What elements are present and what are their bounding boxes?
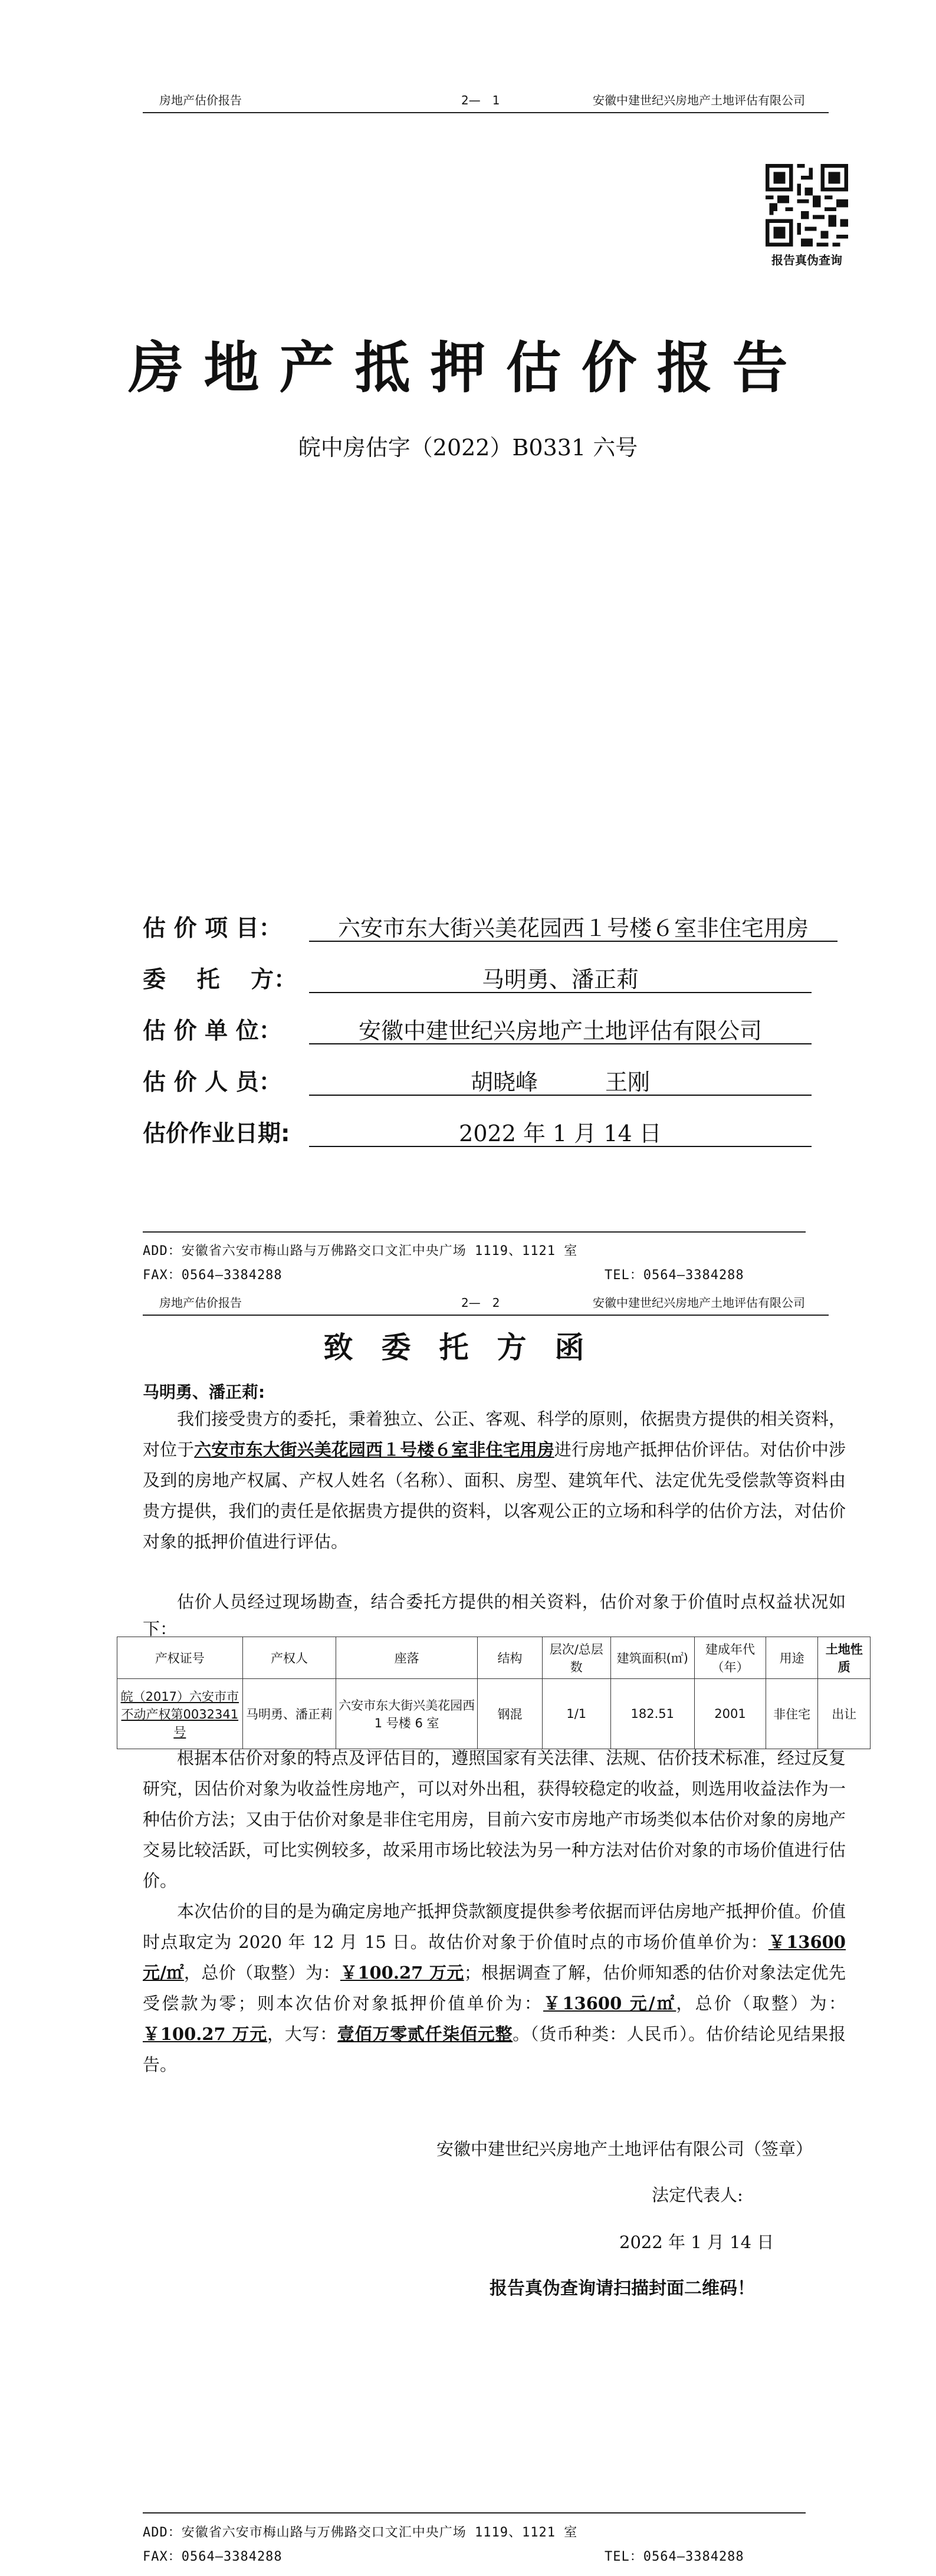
cell-area: 182.51: [610, 1679, 694, 1749]
cell-use: 非住宅: [766, 1679, 818, 1749]
cell-cert: 皖（2017）六安市市不动产权第0032341 号: [117, 1679, 243, 1749]
header-left: 房地产估价报告: [159, 1296, 242, 1310]
table-header-row: [117, 1637, 871, 1679]
col-land: 土地性质: [818, 1637, 871, 1679]
paragraph-4-e: ，大写：: [267, 2024, 337, 2044]
footer-address: ADD：安徽省六安市梅山路与万佛路交口文汇中央广场 1119、1121 室: [143, 1244, 578, 1259]
cell-location: 六安市东大街兴美花园西 1 号楼 6 室: [336, 1679, 478, 1749]
client-value: 马明勇、潘正莉: [309, 961, 812, 993]
paragraph-4-b: ，总价（取整）为：: [183, 1963, 340, 1983]
info-row-appraisers: [143, 1064, 839, 1097]
info-row-unit: [143, 1013, 839, 1046]
col-owner: 产权人: [242, 1637, 336, 1679]
header-left: 房地产估价报告: [159, 93, 242, 107]
footer-tel: TEL：0564—3384288: [605, 1268, 744, 1283]
paragraph-4: [143, 1896, 846, 2080]
unit-label: 估 价 单 位：: [143, 1018, 282, 1044]
qr-label: 报告真伪查询: [771, 253, 842, 267]
info-row-date: [143, 1115, 839, 1148]
page1-header: [143, 91, 829, 113]
salutation: 马明勇、潘正莉:: [143, 1382, 265, 1402]
date-label: 估价作业日期:: [143, 1121, 290, 1147]
col-cert: 产权证号: [117, 1637, 243, 1679]
mortgage-total-price: ￥100.27 万元: [143, 2024, 267, 2044]
project-label: 估 价 项 目：: [143, 915, 282, 942]
document-number: 皖中房估字（2022）B0331 六号: [298, 435, 638, 461]
property-address: 六安市东大街兴美花园西１号楼６室非住宅用房: [194, 1440, 554, 1460]
paragraph-4-f: 。（货币种类：人民币）。估价结论见结果报告。: [143, 2024, 846, 2075]
paragraph-4-c: ；根据调查了解，估价师知悉的估价对象法定优先受偿款为零；则本次估价对象抵押价值单价为：: [143, 1963, 846, 2013]
col-area: 建筑面积(㎡): [610, 1637, 694, 1679]
appraisers-value: 胡晓峰 王刚: [309, 1064, 812, 1096]
unit-price: ￥13600 元/㎡: [143, 1932, 846, 1983]
paragraph-1: [143, 1404, 846, 1557]
paragraph-2: 估价人员经过现场勘查，结合委托方提供的相关资料，估价对象于价值时点权益状况如下：: [143, 1592, 846, 1639]
property-table: [117, 1637, 871, 1749]
paragraph-4-d: ，总价（取整）为：: [676, 1993, 846, 2013]
footer-fax: FAX：0564—3384288: [143, 1268, 283, 1283]
footer-tel: TEL：0564—3384288: [605, 2549, 744, 2564]
info-row-client: [143, 961, 839, 994]
client-label: 委 托 方：: [143, 967, 297, 993]
col-location: 座落: [336, 1637, 478, 1679]
cell-land: 出让: [818, 1679, 871, 1749]
footer-fax: FAX：0564—3384288: [143, 2549, 283, 2564]
amount-in-words: 壹佰万零贰仟柒佰元整: [337, 2024, 513, 2044]
header-page-number: 2— 1: [461, 93, 500, 107]
qr-code-icon[interactable]: [766, 164, 848, 247]
paragraph-1-a: 我们接受贵方的委托，秉着独立、公正、客观、科学的原则，依据贵方提供的相关资料，对位于: [143, 1409, 846, 1460]
date-value: 2022 年 1 月 14 日: [309, 1115, 812, 1147]
appraisers-label: 估 价 人 员：: [143, 1069, 282, 1096]
col-structure: 结构: [477, 1637, 542, 1679]
company-seal: 安徽中建世纪兴房地产土地评估有限公司（签章）: [436, 2139, 813, 2159]
cell-structure: 钢混: [477, 1679, 542, 1749]
paragraph-3: 根据本估价对象的特点及评估目的，遵照国家有关法律、法规、估价技术标准，经过反复研究，因估价对象为收益性房地产，可以对外出租，获得较稳定的收益，则选用收益法作为一种估价方法；又由于估价对象是非住宅用房，目前六安市房地产市场类似本估价对象的房地产交易比较活跃，可比实例较多，故采用市场比较法为另一种方法对估价对象的市场价值进行估价。: [143, 1748, 846, 1891]
table-row: [117, 1679, 871, 1749]
signature-date: 2022 年 1 月 14 日: [619, 2232, 774, 2252]
info-row-project: [143, 910, 839, 943]
col-floors: 层次/总层数: [543, 1637, 611, 1679]
project-value: 六安市东大街兴美花园西１号楼６室非住宅用房: [309, 910, 838, 942]
footer-divider: [143, 2512, 806, 2513]
header-page-number: 2— 2: [461, 1296, 500, 1310]
mortgage-unit-price: ￥13600 元/㎡: [543, 1993, 676, 2013]
cell-floors: 1/1: [543, 1679, 611, 1749]
footer-address: ADD：安徽省六安市梅山路与万佛路交口文汇中央广场 1119、1121 室: [143, 2525, 578, 2540]
unit-value: 安徽中建世纪兴房地产土地评估有限公司: [309, 1013, 812, 1044]
cell-owner: 马明勇、潘正莉: [242, 1679, 336, 1749]
total-price: ￥100.27 万元: [340, 1963, 464, 1983]
legal-representative: 法定代表人:: [652, 2185, 743, 2205]
paragraph-1-c: 进行房地产抵押估价评估。对估价中涉及到的房地产权属、产权人姓名（名称）、面积、房型、建筑年代、法定优先受偿款等资料由贵方提供，我们的责任是依据贵方提供的资料，以客观公正的立场和科学的估价方法，对估价对象的抵押价值进行评估。: [143, 1440, 846, 1552]
col-year: 建成年代（年）: [695, 1637, 766, 1679]
header-right: 安徽中建世纪兴房地产土地评估有限公司: [593, 93, 805, 107]
report-title: 房地产抵押估价报告: [128, 336, 808, 400]
header-right: 安徽中建世纪兴房地产土地评估有限公司: [593, 1296, 805, 1310]
footer-divider: [143, 1231, 806, 1233]
col-use: 用途: [766, 1637, 818, 1679]
cell-year: 2001: [695, 1679, 766, 1749]
page2-header: [143, 1293, 829, 1316]
paragraph-4-a: 本次估价的目的是为确定房地产抵押贷款额度提供参考依据而评估房地产抵押价值。价值时点取定为 2020 年 12 月 15 日。故估价对象于价值时点的市场价值单价为：: [143, 1901, 846, 1952]
letter-title: 致委托方函: [323, 1330, 613, 1365]
verification-notice: 报告真伪查询请扫描封面二维码！: [490, 2278, 755, 2299]
